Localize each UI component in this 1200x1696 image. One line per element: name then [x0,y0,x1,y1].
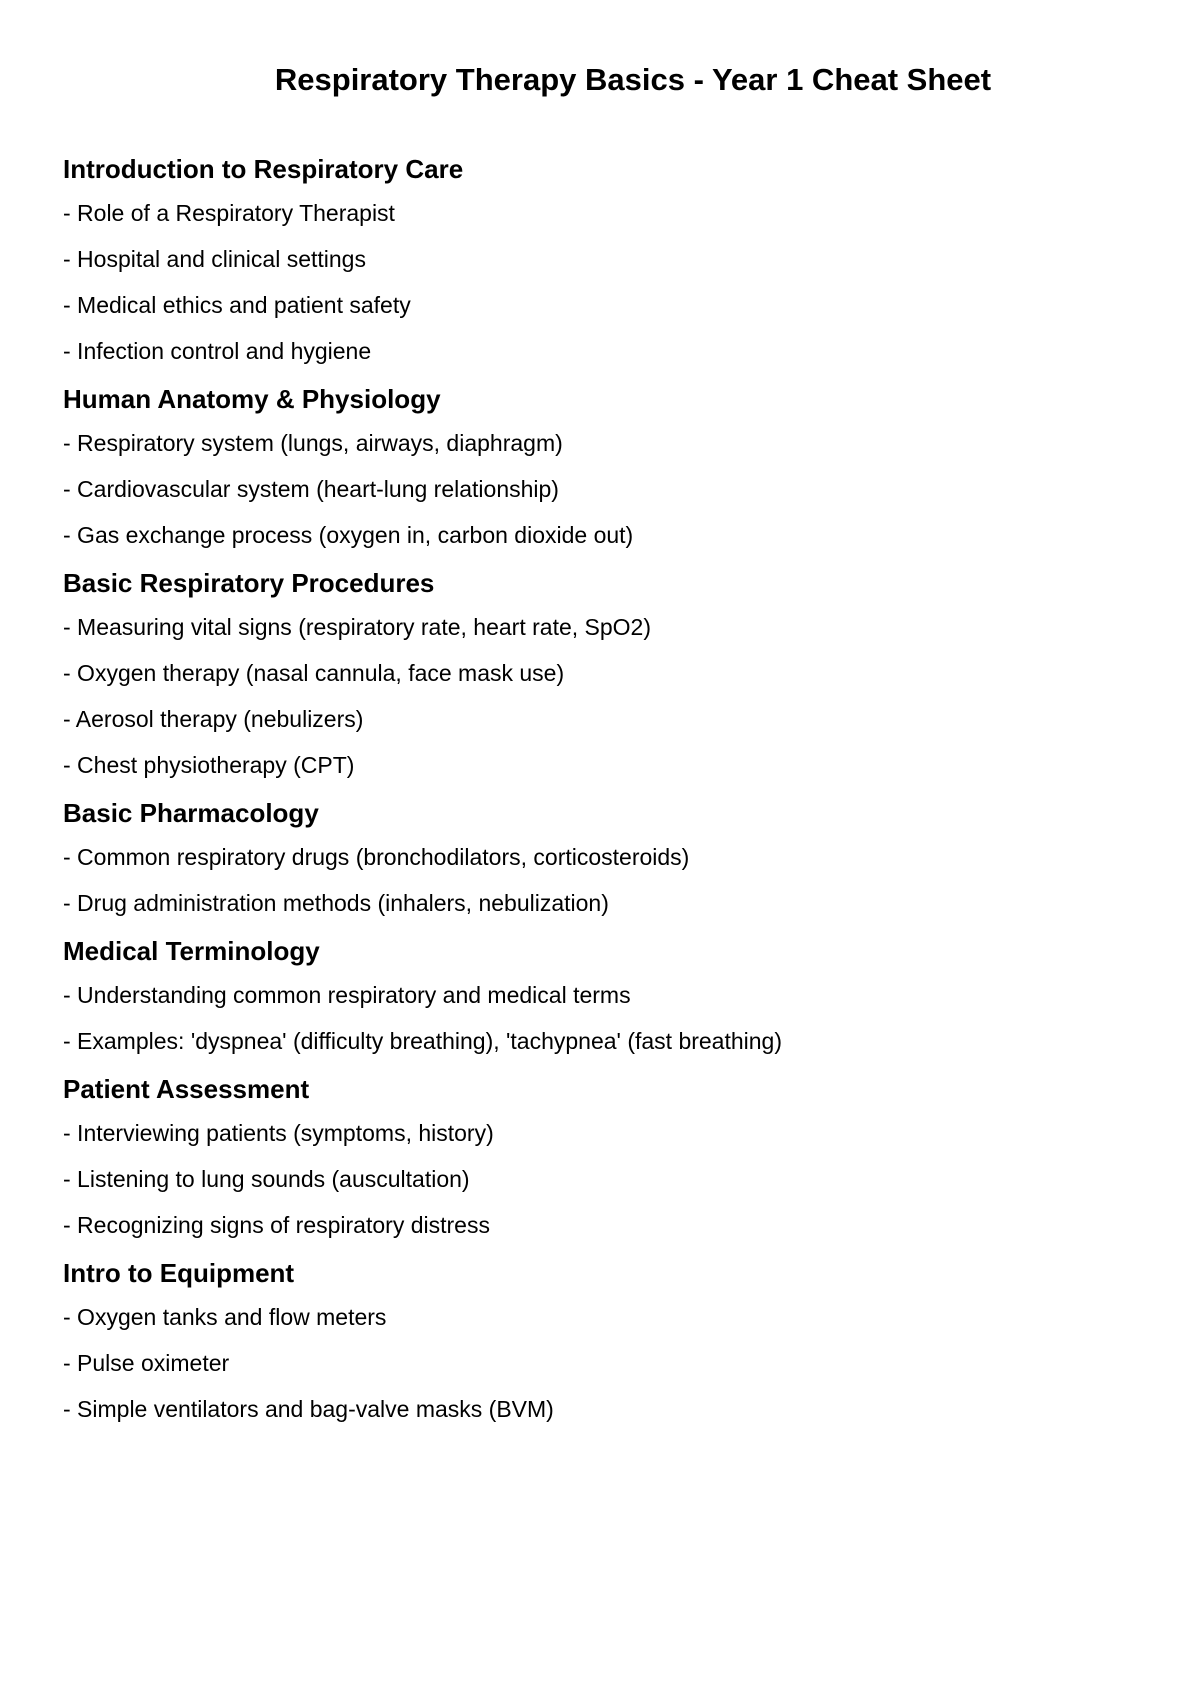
section-heading: Human Anatomy & Physiology [63,384,441,414]
list-item: - Pulse oximeter [63,1350,230,1376]
list-item: - Drug administration methods (inhalers, nebulization) [63,890,609,916]
list-item: - Respiratory system (lungs, airways, diaphragm) [63,430,563,456]
list-item: - Chest physiotherapy (CPT) [63,752,355,778]
list-item: - Oxygen tanks and flow meters [63,1304,387,1330]
list-item: - Role of a Respiratory Therapist [63,200,395,226]
list-item: - Medical ethics and patient safety [63,292,411,318]
list-item: - Understanding common respiratory and medical terms [63,982,631,1008]
list-item: - Examples: 'dyspnea' (difficulty breathing), 'tachypnea' (fast breathing) [63,1028,783,1054]
list-item: - Listening to lung sounds (auscultation) [63,1166,470,1192]
section-medical-terminology [63,934,1163,1056]
section-heading: Basic Pharmacology [63,798,319,828]
list-item: - Oxygen therapy (nasal cannula, face mask use) [63,660,565,686]
list-item: - Measuring vital signs (respiratory rate, heart rate, SpO2) [63,614,652,640]
list-item: - Gas exchange process (oxygen in, carbon dioxide out) [63,522,634,548]
section-anatomy-physiology [63,382,1163,550]
list-item: - Infection control and hygiene [63,338,372,364]
list-item: - Cardiovascular system (heart-lung relationship) [63,476,559,502]
section-heading: Introduction to Respiratory Care [63,154,464,184]
section-heading: Basic Respiratory Procedures [63,568,435,598]
list-item: - Interviewing patients (symptoms, history) [63,1120,494,1146]
section-basic-procedures [63,566,1163,780]
section-intro-respiratory-care [63,152,1163,366]
list-item: - Aerosol therapy (nebulizers) [63,706,364,732]
section-patient-assessment [63,1072,1163,1240]
section-basic-pharmacology [63,796,1163,918]
list-item: - Hospital and clinical settings [63,246,366,272]
list-item: - Common respiratory drugs (bronchodilators, corticosteroids) [63,844,690,870]
section-intro-equipment [63,1256,1163,1424]
section-heading: Intro to Equipment [63,1258,295,1288]
document-content [63,152,1163,1440]
document-title: Respiratory Therapy Basics - Year 1 Cheat Sheet [274,62,992,97]
list-item: - Recognizing signs of respiratory distress [63,1212,490,1238]
list-item: - Simple ventilators and bag-valve masks (BVM) [63,1396,554,1422]
section-heading: Medical Terminology [63,936,320,966]
section-heading: Patient Assessment [63,1074,310,1104]
